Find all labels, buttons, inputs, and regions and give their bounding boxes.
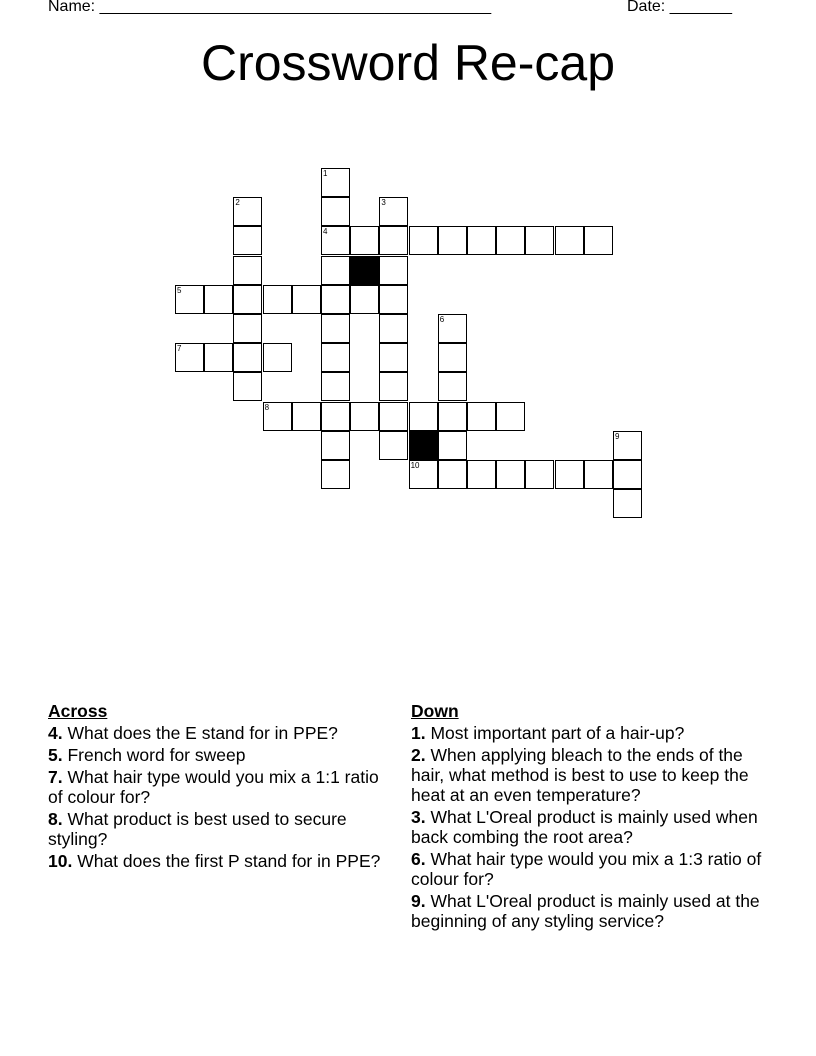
across-clue bbox=[48, 809, 393, 849]
grid-cell[interactable] bbox=[525, 460, 554, 489]
clue-number: 10 bbox=[410, 461, 420, 470]
grid-cell[interactable] bbox=[438, 402, 467, 431]
grid-cell[interactable] bbox=[438, 431, 467, 460]
across-clue bbox=[48, 851, 393, 871]
clue-number: 5. bbox=[48, 745, 63, 765]
grid-cell[interactable] bbox=[555, 460, 584, 489]
grid-cell[interactable] bbox=[321, 343, 350, 372]
grid-cell[interactable] bbox=[379, 285, 408, 314]
date-field[interactable]: Date: _______ bbox=[627, 0, 732, 15]
grid-cell[interactable] bbox=[175, 285, 204, 314]
clue-text: What L'Oreal product is mainly used when back combing the root area? bbox=[411, 807, 758, 847]
grid-cell[interactable] bbox=[584, 226, 613, 255]
clue-text: What hair type would you mix a 1:3 ratio of colour for? bbox=[411, 849, 762, 889]
grid-cell[interactable] bbox=[263, 402, 292, 431]
clue-number: 2 bbox=[235, 198, 240, 208]
grid-cell[interactable] bbox=[292, 402, 321, 431]
down-clue-list bbox=[411, 723, 776, 931]
grid-cell[interactable] bbox=[438, 226, 467, 255]
grid-cell[interactable] bbox=[438, 372, 467, 401]
grid-cell[interactable] bbox=[379, 197, 408, 226]
grid-cell[interactable] bbox=[233, 226, 262, 255]
grid-cell[interactable] bbox=[321, 226, 350, 255]
grid-cell[interactable] bbox=[379, 431, 408, 460]
name-field[interactable]: Name: ____________________________________________ bbox=[48, 0, 492, 15]
grid-cell[interactable] bbox=[350, 226, 379, 255]
grid-cell[interactable] bbox=[613, 489, 642, 518]
clue-number: 4. bbox=[48, 723, 63, 743]
clue-number: 3. bbox=[411, 807, 426, 827]
clue-number: 6. bbox=[411, 849, 426, 869]
grid-cell[interactable] bbox=[379, 402, 408, 431]
grid-cell[interactable] bbox=[555, 226, 584, 255]
grid-cell[interactable] bbox=[350, 402, 379, 431]
grid-cell[interactable] bbox=[496, 460, 525, 489]
down-clue bbox=[411, 891, 776, 931]
grid-cell[interactable] bbox=[409, 402, 438, 431]
grid-cell[interactable] bbox=[379, 343, 408, 372]
grid-block-cell bbox=[350, 256, 379, 285]
clue-text: Most important part of a hair-up? bbox=[425, 723, 685, 743]
down-clue bbox=[411, 745, 776, 805]
grid-cell[interactable] bbox=[438, 460, 467, 489]
across-clues bbox=[48, 701, 393, 873]
grid-cell[interactable] bbox=[467, 460, 496, 489]
grid-cell[interactable] bbox=[321, 314, 350, 343]
grid-cell[interactable] bbox=[613, 431, 642, 460]
grid-cell[interactable] bbox=[321, 285, 350, 314]
clue-number: 1. bbox=[411, 723, 426, 743]
clue-number: 10. bbox=[48, 851, 73, 871]
across-clue bbox=[48, 745, 393, 765]
grid-cell[interactable] bbox=[175, 343, 204, 372]
clue-text: What L'Oreal product is mainly used at the beginning of any styling service? bbox=[411, 891, 760, 931]
clue-number: 8. bbox=[48, 809, 63, 829]
grid-cell[interactable] bbox=[292, 285, 321, 314]
clue-number: 9 bbox=[615, 431, 620, 441]
page-title: Crossword Re-cap bbox=[200, 35, 615, 91]
grid-cell[interactable] bbox=[467, 226, 496, 255]
clue-text: What hair type would you mix a 1:1 ratio of colour for? bbox=[48, 767, 379, 807]
grid-cell[interactable] bbox=[321, 197, 350, 226]
clue-number: 6 bbox=[439, 315, 445, 324]
grid-cell[interactable] bbox=[584, 460, 613, 489]
clue-number: 5 bbox=[177, 285, 182, 295]
down-clue bbox=[411, 807, 776, 847]
grid-block-cell bbox=[409, 431, 438, 460]
across-heading: Across bbox=[48, 701, 108, 721]
grid-cell[interactable] bbox=[438, 314, 467, 343]
grid-cell[interactable] bbox=[233, 256, 262, 285]
clue-text: What does the first P stand for in PPE? bbox=[72, 851, 381, 871]
grid-cell[interactable] bbox=[321, 460, 350, 489]
grid-cell[interactable] bbox=[321, 402, 350, 431]
grid-cell[interactable] bbox=[321, 372, 350, 401]
grid-cell[interactable] bbox=[496, 402, 525, 431]
down-heading: Down bbox=[411, 701, 459, 721]
grid-cell[interactable] bbox=[438, 343, 467, 372]
down-clue bbox=[411, 849, 776, 889]
clue-number: 4 bbox=[323, 227, 328, 237]
grid-cell[interactable] bbox=[467, 402, 496, 431]
grid-cell[interactable] bbox=[321, 256, 350, 285]
grid-cell[interactable] bbox=[233, 197, 262, 226]
grid-cell[interactable] bbox=[233, 314, 262, 343]
grid-cell[interactable] bbox=[496, 226, 525, 255]
clue-number: 7 bbox=[177, 344, 182, 354]
grid-cell[interactable] bbox=[263, 285, 292, 314]
grid-cell[interactable] bbox=[525, 226, 554, 255]
clue-text: What product is best used to secure styling? bbox=[48, 809, 347, 849]
grid-cell[interactable] bbox=[379, 372, 408, 401]
clue-text: What does the E stand for in PPE? bbox=[62, 723, 338, 743]
grid-cell[interactable] bbox=[379, 226, 408, 255]
clue-number: 8 bbox=[264, 402, 270, 412]
down-clues bbox=[411, 701, 776, 933]
grid-cell[interactable] bbox=[350, 285, 379, 314]
down-clue bbox=[411, 723, 776, 743]
grid-cell[interactable] bbox=[204, 285, 233, 314]
across-clue bbox=[48, 767, 393, 807]
grid-cell[interactable] bbox=[613, 460, 642, 489]
across-clue bbox=[48, 723, 393, 743]
grid-cell[interactable] bbox=[321, 168, 350, 197]
grid-cell[interactable] bbox=[409, 226, 438, 255]
clue-number: 2. bbox=[411, 745, 426, 765]
clue-text: French word for sweep bbox=[62, 745, 246, 765]
clue-number: 7. bbox=[48, 767, 63, 787]
grid-cell[interactable] bbox=[233, 285, 262, 314]
grid-cell[interactable] bbox=[233, 343, 262, 372]
across-clue-list bbox=[48, 723, 393, 871]
clue-number: 3 bbox=[381, 198, 386, 208]
grid-cell[interactable] bbox=[233, 372, 262, 401]
clue-number: 1 bbox=[323, 169, 328, 178]
grid-cell[interactable] bbox=[409, 460, 438, 489]
grid-cell[interactable] bbox=[204, 343, 233, 372]
clue-text: When applying bleach to the ends of the hair, what method is best to use to keep the heat at an even temperature? bbox=[411, 745, 749, 805]
grid-cell[interactable] bbox=[321, 431, 350, 460]
grid-cell[interactable] bbox=[379, 256, 408, 285]
clue-number: 9. bbox=[411, 891, 426, 911]
grid-cell[interactable] bbox=[379, 314, 408, 343]
grid-cell[interactable] bbox=[263, 343, 292, 372]
